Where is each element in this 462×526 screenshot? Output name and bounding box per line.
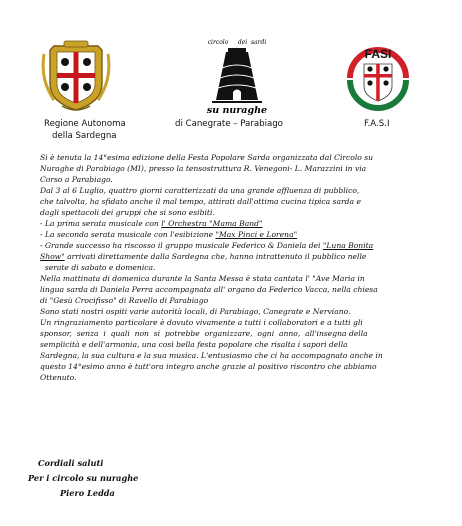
body-line: Corso a Parabiago. xyxy=(40,175,113,184)
su-nuraghe-logo xyxy=(198,40,276,120)
body-line: - La prima serata musicale con l' Orchestra "Mama Band" xyxy=(40,219,263,228)
su-nuraghe-logo-top-text: circolo dei sardi xyxy=(207,39,267,46)
article-body xyxy=(40,152,438,383)
body-line: Dal 3 al 6 Luglio, quattro giorni caratterizzati da una grande affluenza di pubblico, xyxy=(40,186,360,195)
body-line: Ottenuto. xyxy=(40,373,77,382)
body-line: sponsor, senza i quali non si potrebbe organizzare, ogni anno, all'insegna della xyxy=(40,329,368,338)
orchestra-name: l' Orchestra "Mama Band" xyxy=(161,219,263,228)
body-line: Sono stati nostri ospiti varie autorità locali, di Parabiago, Canegrate e Nerviano. xyxy=(40,307,351,316)
body-line: Sardegna, la sua cultura e la sua musica. L'entusiasmo che ci ha accompagnato anche in xyxy=(40,351,383,360)
fasi-logo-text: FASI xyxy=(364,47,392,61)
body-line: lingua sarda di Daniela Perra accompagnata all' organo da Federico Vacca, nella chiesa xyxy=(40,285,378,294)
body-line: serate di sabato e domenica. xyxy=(40,263,156,272)
body-line: che talvolta, ha sfidato anche il mal tempo, attirati dall'ottima cucina tipica sarda e xyxy=(40,197,361,206)
signature-org: Per i circolo su nuraghe xyxy=(28,473,139,483)
band-name-cont: Show" xyxy=(40,252,65,261)
body-line: Show" arrivati direttamente dalla Sardegna che, hanno intrattenuto il pubblico nelle xyxy=(40,252,367,261)
body-line: - Grande successo ha riscosso il gruppo musicale Federico & Daniela dei "Luna Bonita xyxy=(40,241,374,250)
duo-name: "Max Pinci e Lorena" xyxy=(215,230,298,239)
su-nuraghe-logo-name: su nuraghe xyxy=(206,105,268,116)
fasi-logo-icon xyxy=(342,38,414,116)
band-name: "Luna Bonita xyxy=(322,241,374,250)
signature xyxy=(28,456,138,501)
signature-name: Piero Ledda xyxy=(60,488,115,498)
closing-greeting: Cordiali saluti xyxy=(38,458,104,468)
body-line: Nuraghe di Parabiago (MI), presso la tensostruttura R. Venegoni- L. Marazzini in via xyxy=(40,164,367,173)
body-line: Si è tenuta la 14°esima edizione della Festa Popolare Sarda organizzata dal Circolo su xyxy=(40,153,374,162)
body-line: dagli spettacoli dei gruppi che si sono esibiti. xyxy=(40,208,215,217)
body-line: semplicità e dell'armonia, una così bella festa popolare che risalta i sapori della xyxy=(40,340,348,349)
right-caption: F.A.S.I xyxy=(364,119,390,129)
body-line: questo 14°esimo anno è tutt'ora integro anche grazie al positivo riscontro che abbiamo xyxy=(40,362,377,371)
left-caption: Regione Autonoma della Sardegna xyxy=(44,119,126,141)
body-line: Un ringraziamento particolare è dovuto vivamente a tutti i collaboratori e a tutti gli xyxy=(40,318,363,327)
body-line: Nella mattinata di domenica durante la Santa Messa è stata cantata l' "Ave Maria in xyxy=(40,274,365,283)
nuraghe-tower-icon xyxy=(212,48,262,104)
center-caption: di Canegrate – Parabiago xyxy=(175,119,283,129)
sardinia-coat-of-arms-icon xyxy=(40,40,112,114)
body-line: - La seconda serata musicale con l'esibizione "Max Pinci e Lorena" xyxy=(40,230,298,239)
body-line: di "Gesù Crocifisso" di Ravello di Parabiago xyxy=(40,296,209,305)
